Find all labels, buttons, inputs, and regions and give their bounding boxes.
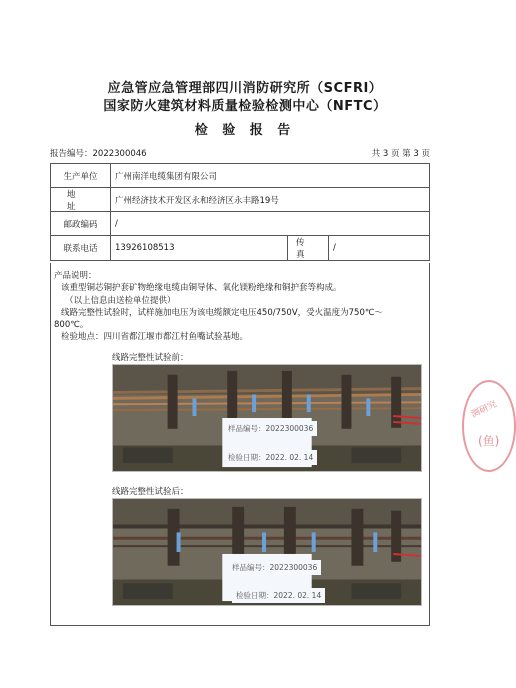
fax-value: / — [333, 243, 336, 253]
after-sample-number: 样品编号：2022300036 — [228, 560, 321, 575]
seal-text-top: 测研究 — [469, 399, 499, 421]
address-label: 地址 — [51, 188, 111, 211]
description-line-3: 线路完整性试验时，试样施加电压为该电缆额定电压450/750V，受火温度为750℃～ — [61, 308, 383, 318]
postal-label: 邮政编码 — [51, 212, 111, 235]
info-table — [50, 163, 430, 261]
before-test-date: 检验日期：2022. 02. 14 — [224, 450, 317, 465]
description-heading: 产品说明： — [54, 271, 97, 281]
address-value: 广州经济技术开发区永和经济区永丰路19号 — [115, 195, 279, 206]
after-test-date: 检验日期：2022. 02. 14 — [232, 588, 325, 603]
description-line-2: （以上信息由送检单位提供） — [65, 296, 176, 306]
tel-value: 13926108513 — [115, 243, 175, 253]
fax-label: 传真 — [287, 236, 329, 260]
address-row — [51, 188, 429, 212]
description-line-4: 800℃。 — [54, 320, 89, 330]
tel-row — [51, 236, 429, 260]
description-line-5: 检验地点：四川省都江堰市都江村鱼嘴试验基地。 — [61, 332, 249, 342]
report-number: 报告编号：2022300046 — [50, 149, 147, 159]
after-caption: 线路完整性试验后： — [112, 487, 189, 497]
institute-title: 应急管应急管理部四川消防研究所（SCFRI） — [107, 81, 383, 96]
tel-label: 联系电话 — [51, 236, 111, 260]
institute-seal — [462, 380, 516, 472]
postal-value: / — [115, 218, 118, 229]
seal-text-bottom: (鱼) — [478, 434, 500, 448]
producer-value: 广州南洋电缆集团有限公司 — [115, 171, 218, 182]
before-caption: 线路完整性试验前： — [112, 353, 189, 363]
description-line-1: 该重型铜芯铜护套矿物绝缘电缆由铜导体、氧化镁粉绝缘和铜护套等构成。 — [61, 283, 342, 293]
center-title: 国家防火建筑材料质量检验检测中心（NFTC） — [103, 99, 387, 114]
postal-row — [51, 212, 429, 236]
producer-label: 生产单位 — [51, 164, 111, 187]
report-title: 检 验 报 告 — [194, 123, 296, 138]
page-info: 共 3 页 第 3 页 — [371, 149, 430, 159]
before-sample-number: 样品编号：2022300036 — [224, 421, 317, 436]
producer-row — [51, 164, 429, 188]
